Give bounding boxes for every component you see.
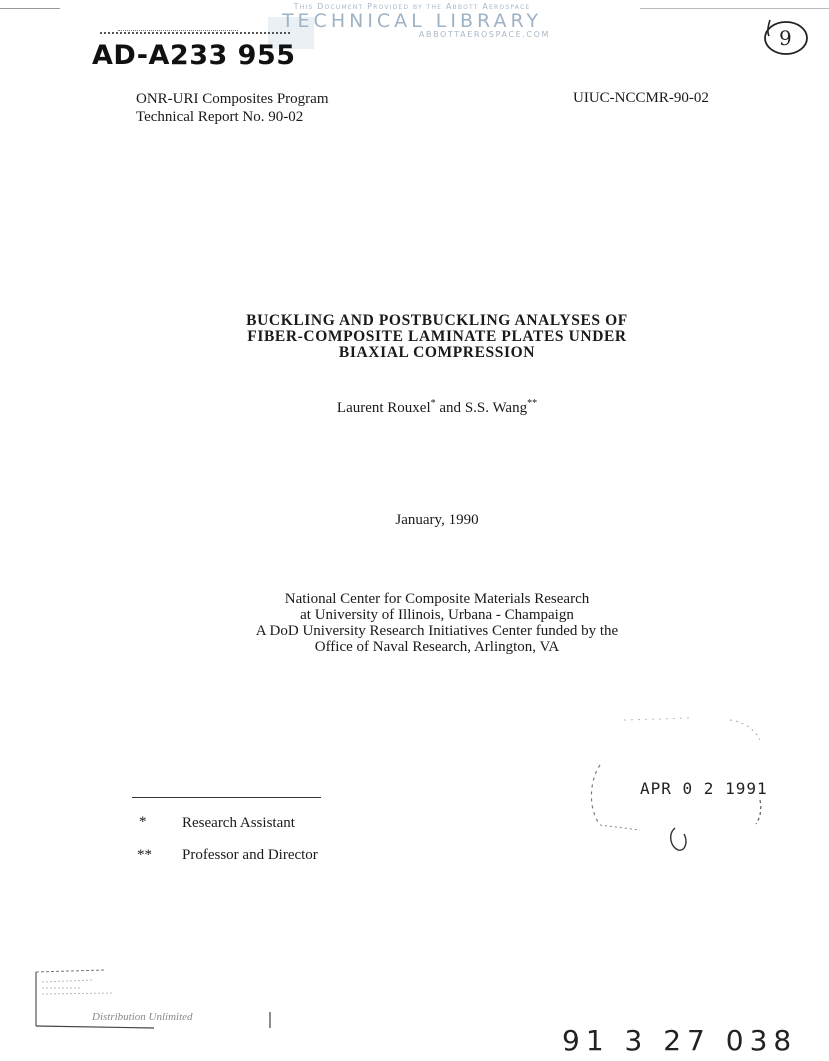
top-right-rule [640,8,829,9]
scan-artifact-line [118,30,238,31]
author-footnote-mark: ** [527,398,538,409]
report-id: UIUC-NCCMR-90-02 [573,90,709,106]
footnote-mark: ** [137,847,152,863]
watermark-website: ABBOTTAEROSPACE.COM [418,30,550,39]
stamp-date: APR 0 2 1991 [640,779,768,798]
publication-date: January, 1990 [395,512,479,528]
top-left-rule [0,8,60,9]
footnote-divider [132,797,321,798]
authors [140,398,734,417]
institution-block [140,591,734,655]
program-info [136,90,329,126]
scan-artifact-line [100,18,290,34]
title-line: FIBER-COMPOSITE LAMINATE PLATES UNDER [247,328,627,345]
handwritten-code-text: 91 3 27 038 [562,1024,798,1057]
watermark-provided-by: This Document Provided by the Abbott Aerospace [293,2,531,11]
document-title [140,313,734,361]
author-conjunction: and [435,400,465,416]
watermark-library-title: TECHNICAL LIBRARY [281,10,543,32]
handwritten-document-code [562,1018,802,1058]
report-number-line: Technical Report No. 90-02 [136,109,304,125]
footnote-mark: * [139,814,147,830]
program-line: ONR-URI Composites Program [136,91,329,107]
footnote-text: Professor and Director [182,847,318,863]
accession-number: AD-A233 955 [92,40,296,71]
author-footnote-mark: * [430,398,436,409]
institution-line: A DoD University Research Initiatives Center funded by the [255,623,619,639]
institution-line: National Center for Composite Materials Research [284,591,590,607]
author-name: S.S. Wang [464,400,528,416]
institution-line: Office of Naval Research, Arlington, VA [314,639,560,655]
footnote-text: Research Assistant [182,815,295,831]
corner-number-text: 9 [779,26,792,50]
author-name: Laurent Rouxel [336,400,431,416]
handwritten-circled-number [762,14,810,58]
distribution-statement: Distribution Unlimited [92,1011,193,1023]
institution-line: at University of Illinois, Urbana - Champaign [300,607,574,623]
title-line: BIAXIAL COMPRESSION [338,344,536,361]
title-line: BUCKLING AND POSTBUCKLING ANALYSES OF [246,312,628,329]
